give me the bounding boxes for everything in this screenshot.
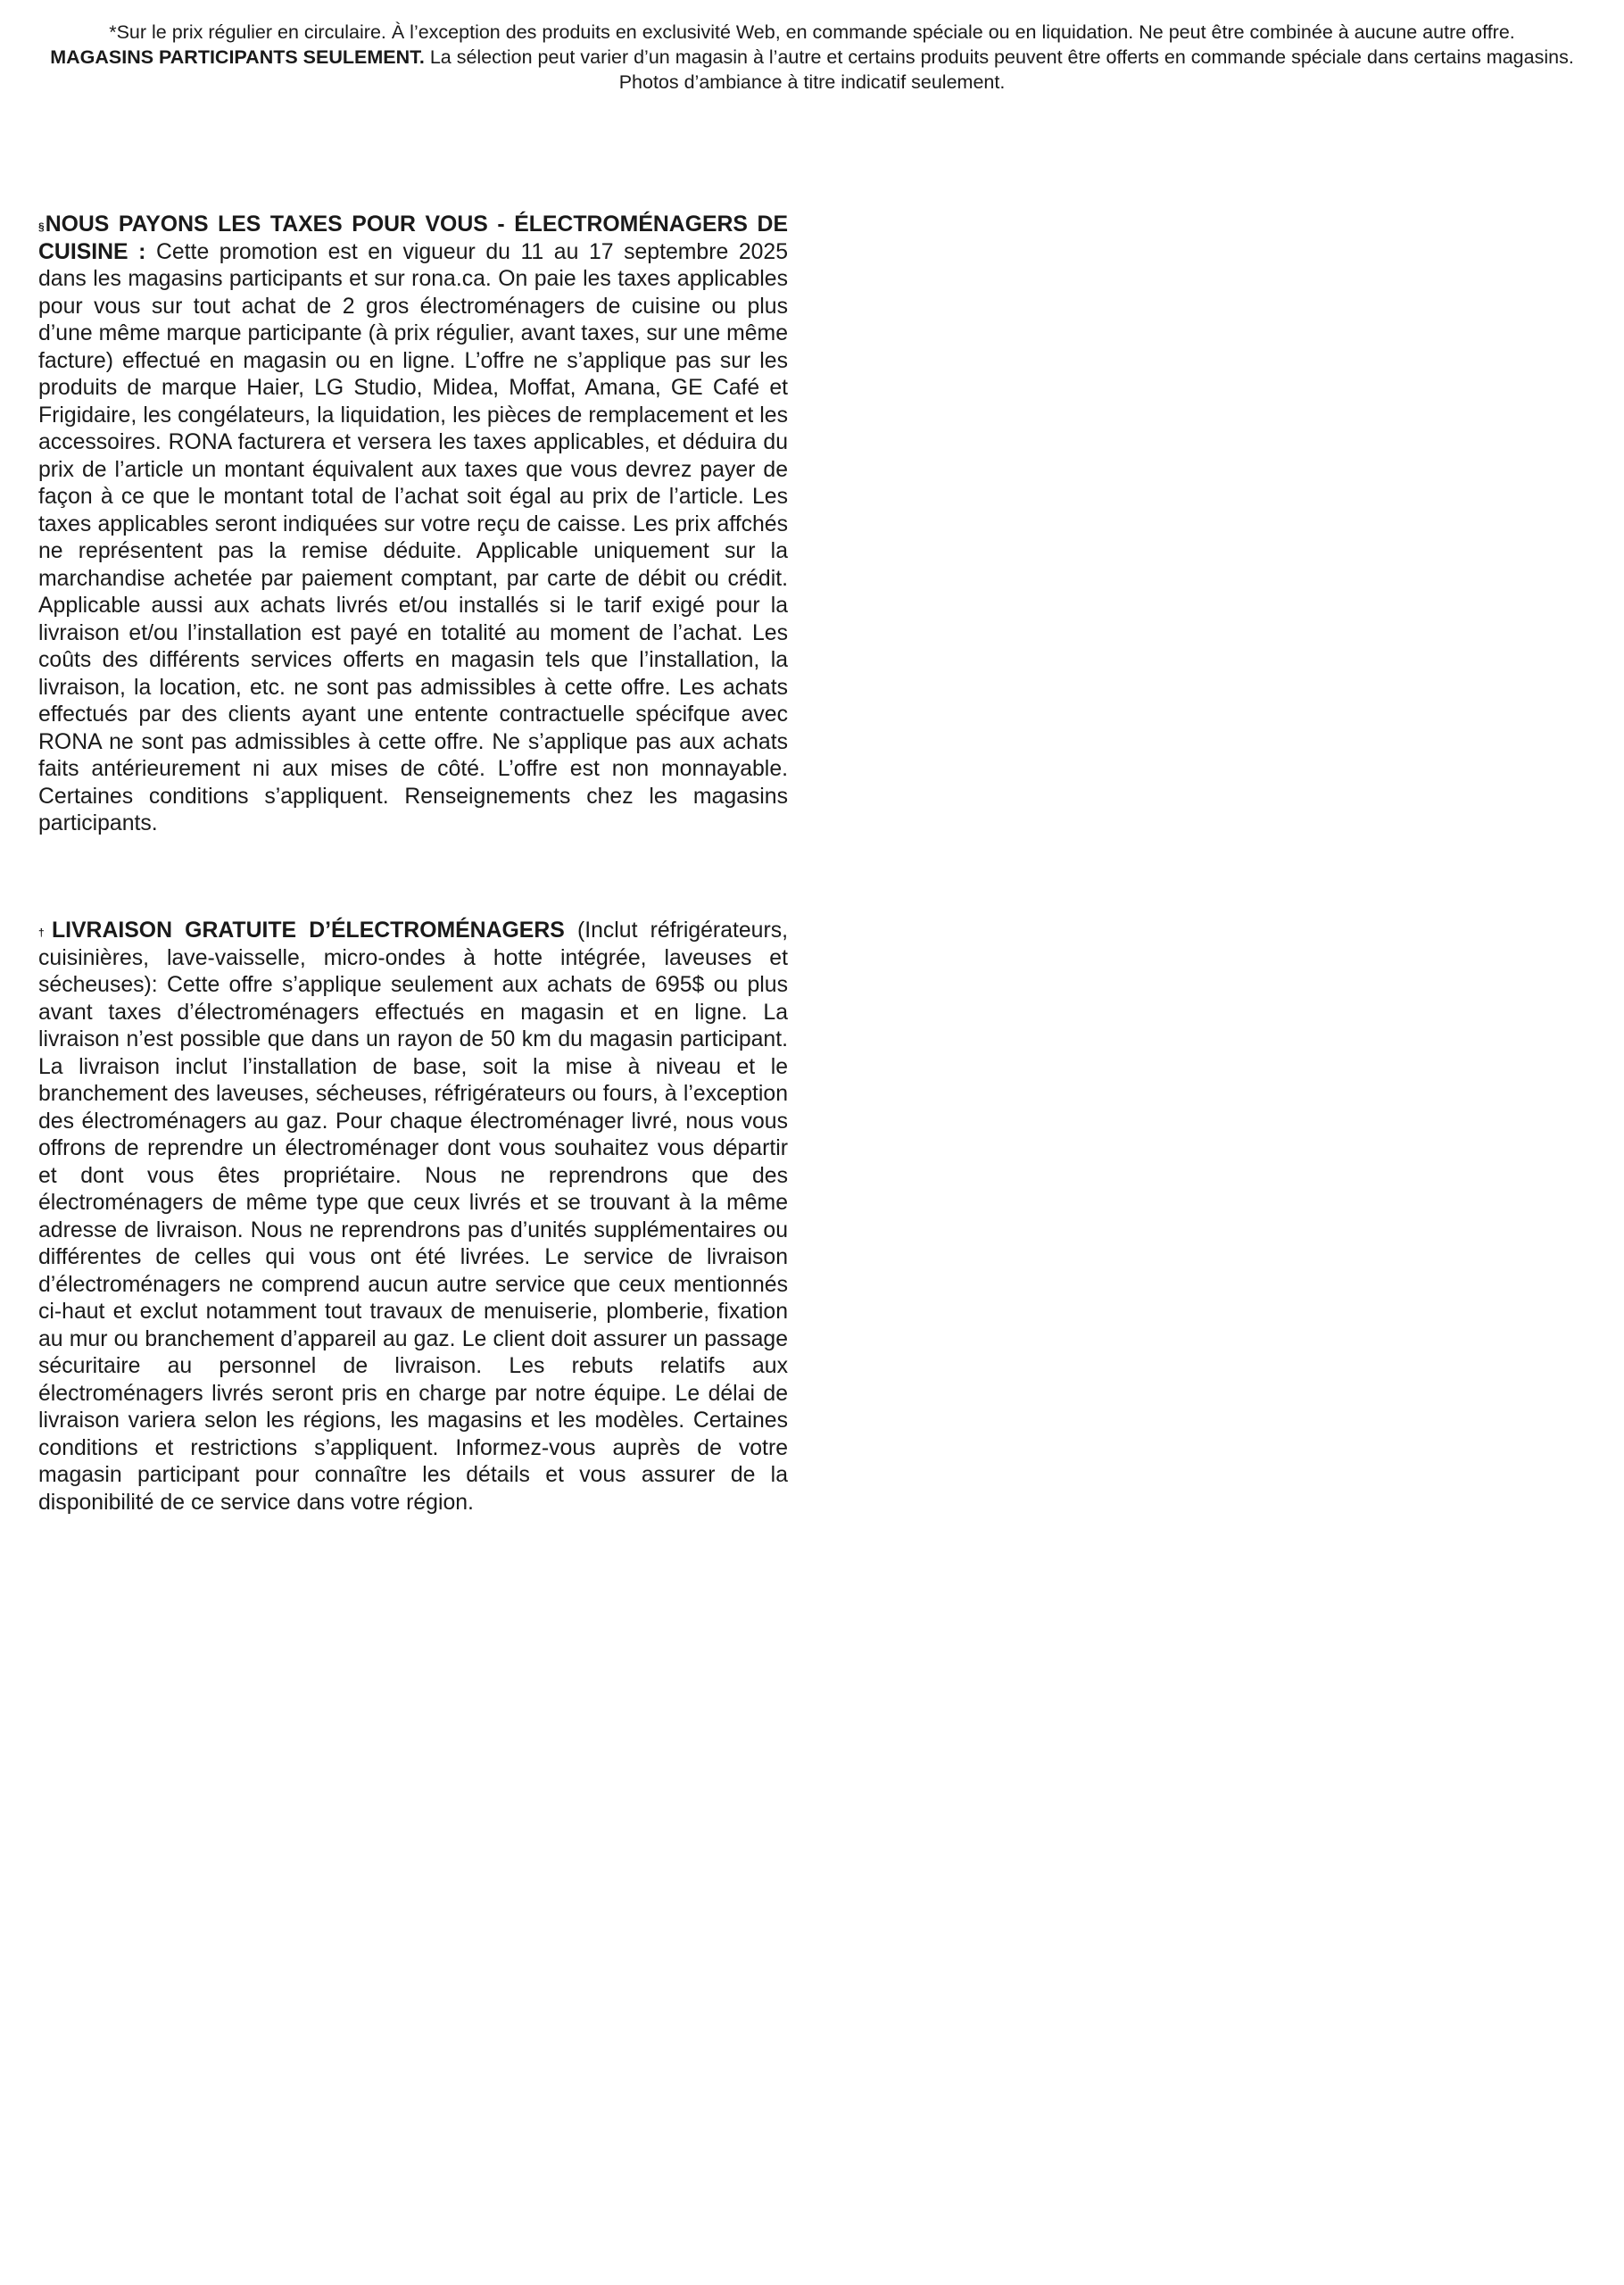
disclaimer-line-1: *Sur le prix régulier en circulaire. À l’exception des produits en exclusivité Web, en commande spéciale ou en liquidation. Ne peut être combinée à aucune autre offre. — [109, 21, 1515, 43]
dagger-mark: † — [38, 926, 51, 939]
selection-notice: La sélection peut varier d’un magasin à l’autre et certains produits peuvent être offerts en commande spéciale dans certains magasins. — [424, 46, 1574, 68]
disclaimer-line-3: Photos d’ambiance à titre indicatif seulement. — [618, 71, 1006, 93]
taxes-offer-title: NOUS PAYONS LES TAXES POUR VOUS - ÉLECTROMÉNAGERS DE CUISINE : — [38, 212, 788, 264]
delivery-offer-section — [38, 918, 788, 1516]
disclaimer-line-2 — [18, 45, 1606, 70]
header-disclaimer — [18, 20, 1606, 95]
delivery-offer-paragraph — [38, 918, 788, 1516]
taxes-offer-body: Cette promotion est en vigueur du 11 au 17 septembre 2025 dans les magasins participants et sur rona.ca. On paie les taxes applicables pour vous sur tout achat de 2 gros électroménagers de cuisine ou plus d’une même marque participante (à prix régulier, avant taxes, sur une même facture) effectué en magasin ou en ligne. L’offre ne s’applique pas sur les produits de marque Haier, LG Studio, Midea, Moffat, Amana, GE Café et Frigidaire, les congélateurs, la liquidation, les pièces de remplacement et les accessoires. RONA facturera et versera les taxes applicables, et déduira du prix de l’article un montant équivalent aux taxes que vous devrez payer de façon à ce que le montant total de l’achat soit égal au prix de l’article. Les taxes applicables seront indiquées sur votre reçu de caisse. Les prix affchés ne représentent pas la remise déduite. Applicable uniquement sur la marchandise achetée par paiement comptant, par carte de débit ou crédit. Applicable aussi aux achats livrés et/ou installés si le tarif exigé pour la livraison et/ou l’installation est payé en totalité au moment de l’achat. Les coûts des différents services offerts en magasin tels que l’installation, la livraison, la location, etc. ne sont pas admissibles à cette offre. Les achats effectués par des clients ayant une entente contractuelle spécifque avec RONA ne sont pas admissibles à cette offre. Ne s’applique pas aux achats faits antérieurement ni aux mises de côté. L’offre est non monnayable. Certaines conditions s’appliquent. Renseignements chez les magasins participants. — [38, 239, 788, 835]
participating-stores-notice: MAGASINS PARTICIPANTS SEULEMENT. — [50, 46, 425, 68]
taxes-offer-section — [38, 212, 788, 838]
taxes-offer-paragraph — [38, 212, 788, 838]
delivery-offer-title: LIVRAISON GRATUITE D’ÉLECTROMÉNAGERS — [51, 918, 565, 943]
section-mark: § — [38, 220, 45, 233]
delivery-offer-body: (Inclut réfrigérateurs, cuisinières, lave-vaisselle, micro-ondes à hotte intégrée, laveuses et sécheuses): Cette offre s’applique seulement aux achats de 695$ ou plus avant taxes d’électroménagers effectués en magasin et en ligne. La livraison n’est possible que dans un rayon de 50 km du magasin participant. La livraison inclut l’installation de base, soit la mise à niveau et le branchement des laveuses, sécheuses, réfrigérateurs ou fours, à l’exception des électroménagers au gaz. Pour chaque électroménager livré, nous vous offrons de reprendre un électroménager dont vous souhaitez vous départir et dont vous êtes propriétaire. Nous ne reprendrons que des électroménagers de même type que ceux livrés et se trouvant à la même adresse de livraison. Nous ne reprendrons pas d’unités supplémentaires ou différentes de celles qui vous ont été livrées. Le service de livraison d’électroménagers ne comprend aucun autre service que ceux mentionnés ci-haut et exclut notamment tout travaux de menuiserie, plomberie, fixation au mur ou branchement d’appareil au gaz. Le client doit assurer un passage sécuritaire au personnel de livraison. Les rebuts relatifs aux électroménagers livrés seront pris en charge par notre équipe. Le délai de livraison variera selon les régions, les magasins et les modèles. Certaines conditions et restrictions s’appliquent. Informez-vous auprès de votre magasin participant pour connaître les détails et vous assurer de la disponibilité de ce service dans votre région. — [38, 918, 788, 1515]
